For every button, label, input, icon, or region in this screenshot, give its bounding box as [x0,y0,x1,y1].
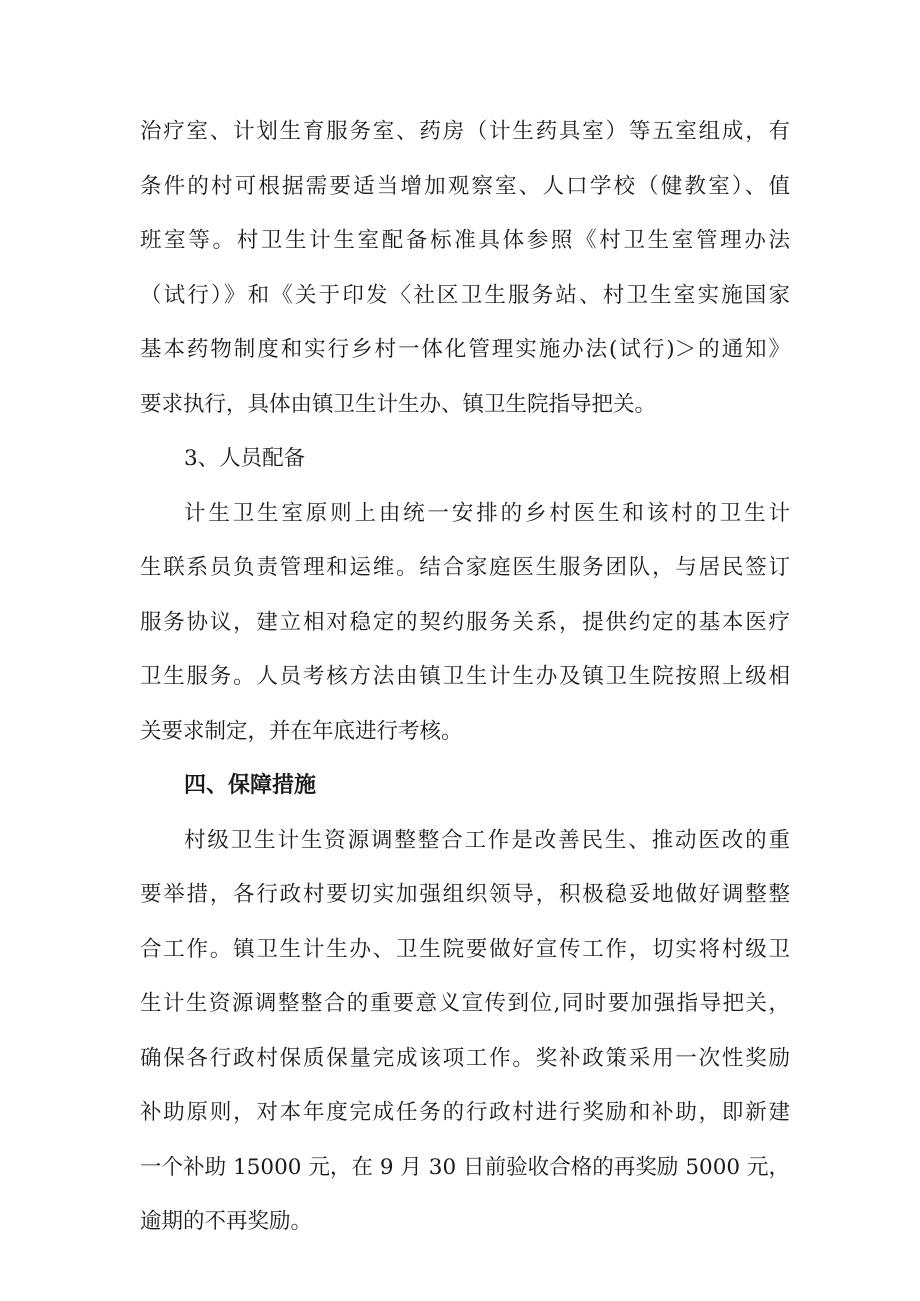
paragraph-line: 补助原则，对本年度完成任务的行政村进行奖励和补助，即新建 [140,1100,790,1125]
paragraph-line: 治疗室、计划生育服务室、药房（计生药具室）等五室组成，有 [140,119,790,144]
paragraph-line: 生联系员负责管理和运维。结合家庭医生服务团队，与居民签订 [140,555,790,580]
paragraph-line: 合工作。镇卫生计生办、卫生院要做好宣传工作，切实将村级卫 [140,936,790,962]
paragraph-line: 关要求制定，并在年底进行考核。 [140,718,463,744]
section-heading-staffing: 3、人员配备 [184,446,306,471]
paragraph-line: 要举措，各行政村要切实加强组织领导，积极稳妥地做好调整整 [140,882,790,907]
paragraph-line: 一个补助 15000 元，在 9 月 30 日前验收合格的再奖励 5000 元， [140,1154,790,1180]
paragraph-line: 条件的村可根据需要适当增加观察室、人口学校（健教室）、值 [140,173,790,199]
paragraph-staffing [140,499,790,772]
paragraph-line: 逾期的不再奖励。 [140,1209,313,1234]
paragraph-line: 基本药物制度和实行乡村一体化管理实施办法(试行)＞的通知》 [140,337,790,362]
document-page [140,117,790,1262]
paragraph-line: （试行）》和《关于印发〈社区卫生服务站、村卫生室实施国家 [140,282,790,308]
paragraph-line: 计生卫生室原则上由统一安排的乡村医生和该村的卫生计 [184,500,790,526]
paragraph-line: 生计生资源调整整合的重要意义宣传到位,同时要加强指导把关， [140,991,790,1016]
paragraph-line: 服务协议，建立相对稳定的契约服务关系，提供约定的基本医疗 [140,609,790,635]
paragraph-line: 确保各行政村保质保量完成该项工作。奖补政策采用一次性奖励 [140,1045,790,1071]
paragraph-line: 班室等。村卫生计生室配备标准具体参照《村卫生室管理办法 [140,228,790,253]
paragraph-safeguards [140,826,790,1262]
paragraph-line: 村级卫生计生资源调整整合工作是改善民生、推动医改的重 [184,827,790,853]
paragraph-line: 卫生服务。人员考核方法由镇卫生计生办及镇卫生院按照上级相 [140,664,790,689]
paragraph-line: 要求执行，具体由镇卫生计生办、镇卫生院指导把关。 [140,391,657,417]
paragraph-facilities [140,117,790,444]
section-heading-safeguards: 四、保障措施 [184,773,317,798]
